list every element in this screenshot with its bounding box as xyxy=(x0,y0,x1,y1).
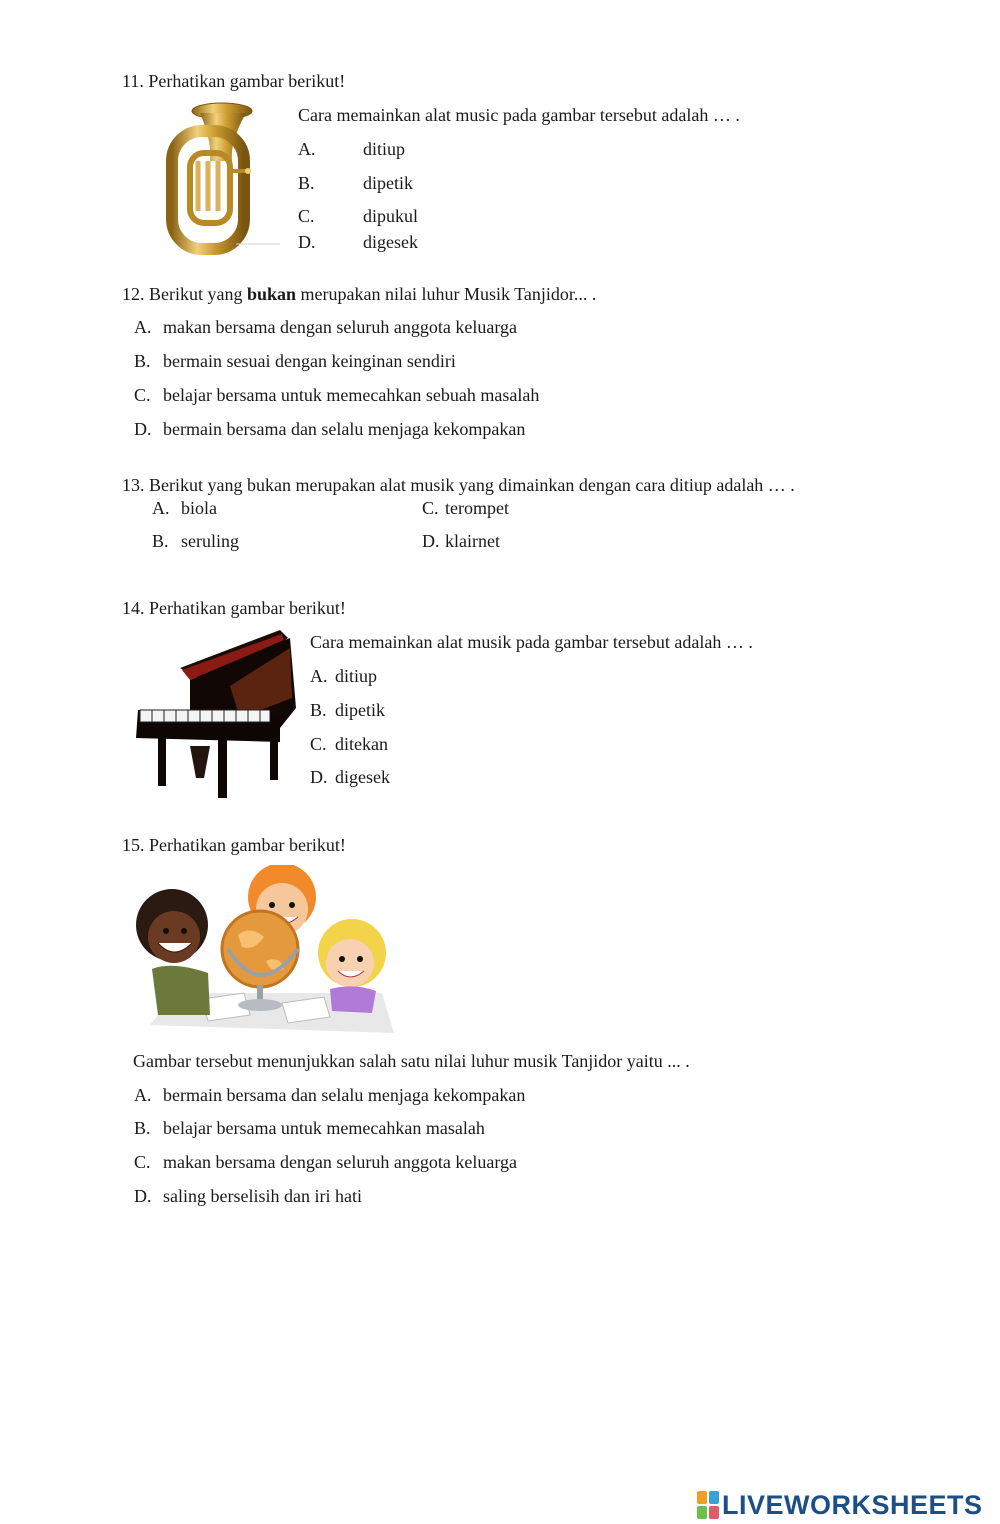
q12-option-c-text: belajar bersama untuk memecahkan sebuah masalah xyxy=(163,385,540,405)
logo-square-c xyxy=(697,1506,707,1519)
q14-stem: 14. Perhatikan gambar berikut! xyxy=(122,598,346,618)
q15-option-a-letter: A. xyxy=(134,1085,152,1105)
q11-stem: 11. Perhatikan gambar berikut! xyxy=(122,71,346,91)
q13-option-d-letter: D. xyxy=(422,531,440,551)
q12-option-a-letter: A. xyxy=(134,317,152,337)
q14-question: Cara memainkan alat musik pada gambar tersebut adalah … . xyxy=(310,632,753,652)
q14-option-b-text: dipetik xyxy=(335,700,385,720)
logo-square-a xyxy=(697,1491,707,1504)
q11-option-b-letter: B. xyxy=(298,173,315,193)
q11-option-a-letter: A. xyxy=(298,139,316,159)
q11-option-a-text: ditiup xyxy=(363,139,406,159)
q12-option-b-letter: B. xyxy=(134,351,151,371)
q12-option-c-letter: C. xyxy=(134,385,151,405)
liveworksheets-logo-icon xyxy=(697,1491,719,1519)
q15-option-b-text: belajar bersama untuk memecahkan masalah xyxy=(163,1118,485,1138)
q14-option-d-text: digesek xyxy=(335,767,390,787)
q11-option-b-text: dipetik xyxy=(363,173,413,193)
q12-stem-after: merupakan nilai luhur Musik Tanjidor... . xyxy=(296,284,597,304)
q11-question: Cara memainkan alat music pada gambar tersebut adalah … . xyxy=(298,105,740,125)
q12-stem xyxy=(122,283,596,305)
logo-square-b xyxy=(709,1491,719,1504)
q13-option-b-letter: B. xyxy=(152,531,169,551)
q15-question: Gambar tersebut menunjukkan salah satu nilai luhur musik Tanjidor yaitu ... . xyxy=(133,1051,690,1071)
q14-option-c-letter: C. xyxy=(310,734,327,754)
q12-option-d-letter: D. xyxy=(134,419,152,439)
q11-option-c-text: dipukul xyxy=(363,206,419,226)
tuba-image xyxy=(160,101,280,256)
q15-option-b-letter: B. xyxy=(134,1118,151,1138)
liveworksheets-logo[interactable] xyxy=(697,1489,983,1521)
q12-option-b-text: bermain sesuai dengan keinginan sendiri xyxy=(163,351,456,371)
q15-stem: 15. Perhatikan gambar berikut! xyxy=(122,835,346,855)
q13-option-b-text: seruling xyxy=(181,531,239,551)
q14-option-a-text: ditiup xyxy=(335,666,378,686)
q12-stem-before: 12. Berikut yang xyxy=(122,284,247,304)
q11-option-d-text: digesek xyxy=(363,232,418,252)
q12-option-a-text: makan bersama dengan seluruh anggota keluarga xyxy=(163,317,518,337)
q12-option-d-text: bermain bersama dan selalu menjaga kekompakan xyxy=(163,419,526,439)
q13-stem: 13. Berikut yang bukan merupakan alat musik yang dimainkan dengan cara ditiup adalah … . xyxy=(122,475,795,495)
q14-option-d-letter: D. xyxy=(310,767,328,787)
q15-option-a-text: bermain bersama dan selalu menjaga kekompakan xyxy=(163,1085,526,1105)
q15-option-d-letter: D. xyxy=(134,1186,152,1206)
q14-option-c-text: ditekan xyxy=(335,734,388,754)
q14-option-b-letter: B. xyxy=(310,700,327,720)
q13-option-c-letter: C. xyxy=(422,498,439,518)
q15-option-d-text: saling berselisih dan iri hati xyxy=(163,1186,362,1206)
q14-option-a-letter: A. xyxy=(310,666,328,686)
logo-square-d xyxy=(709,1506,719,1519)
q13-option-a-text: biola xyxy=(181,498,217,518)
liveworksheets-logo-text: LIVEWORKSHEETS xyxy=(722,1489,983,1520)
piano-image xyxy=(130,628,300,800)
q15-option-c-text: makan bersama dengan seluruh anggota keluarga xyxy=(163,1152,518,1172)
q11-option-d-letter: D. xyxy=(298,232,316,252)
q12-stem-bold: bukan xyxy=(246,284,297,304)
q15-option-c-letter: C. xyxy=(134,1152,151,1172)
q13-option-c-text: terompet xyxy=(445,498,509,518)
children-globe-image xyxy=(132,865,394,1037)
q13-option-a-letter: A. xyxy=(152,498,170,518)
q11-option-c-letter: C. xyxy=(298,206,315,226)
q13-option-d-text: klairnet xyxy=(445,531,500,551)
